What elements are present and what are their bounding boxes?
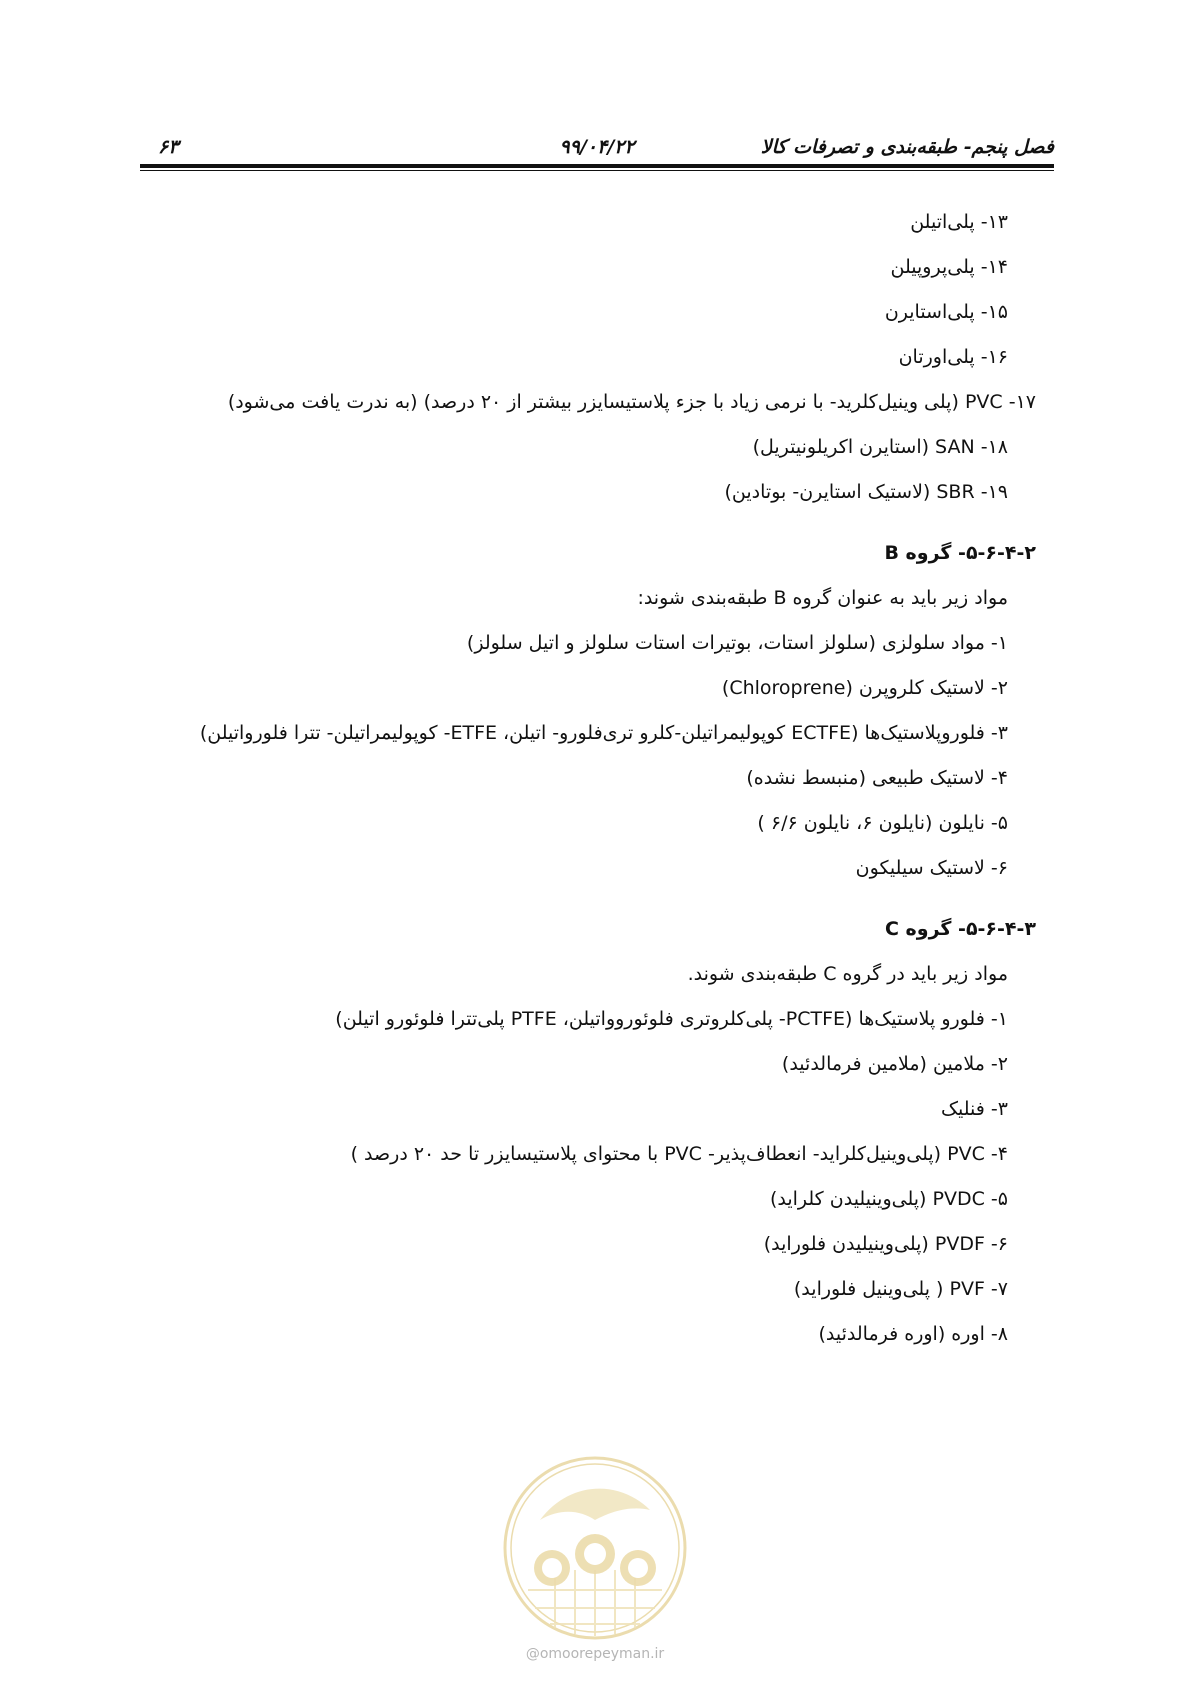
plastics-list-continued xyxy=(140,200,1036,515)
list-item: ۳- فلوروپلاستیک‌ها (ECTFE کوپولیمراتیلن-کلرو تری‌فلورو- اتیلن، ETFE- کوپولیمراتیلن- تترا فلورواتیلن) xyxy=(199,722,1008,744)
list-item: ۵- PVDC (پلی‌وینیلیدن کلراید) xyxy=(769,1188,1008,1210)
list-item: ۴- لاستیک طبیعی (منبسط نشده) xyxy=(746,767,1008,789)
list-item: ۸- اوره (اوره فرمالدئید) xyxy=(818,1323,1008,1345)
list-item: ۳- فنلیک xyxy=(941,1098,1008,1120)
section-heading-group-c: ۵-۶-۴-۳- گروه C xyxy=(884,918,1036,940)
list-item: ۱۹- SBR (لاستیک استایرن- بوتادین) xyxy=(724,481,1008,503)
watermark-logo xyxy=(500,1450,690,1670)
list-item: ۱- مواد سلولزی (سلولز استات، بوتیرات استات سلولز و اتیل سلولز) xyxy=(466,632,1008,654)
list-item: ۶- PVDF (پلی‌وینیلیدن فلوراید) xyxy=(763,1233,1008,1255)
logo-seal-icon xyxy=(500,1450,690,1646)
list-item: ۱۸- SAN (استایرن اکریلونیتریل) xyxy=(752,436,1008,458)
list-item: ۱۳- پلی‌اتیلن xyxy=(910,211,1008,233)
chapter-title: فصل پنجم- طبقه‌بندی و تصرفات کالا xyxy=(760,136,1054,158)
header-rule xyxy=(140,164,1054,168)
list-item: ۱- فلورو پلاستیک‌ها (PCTFE- پلی‌کلروتری فلوئوروواتیلن، PTFE پلی‌تترا فلوئورو اتیلن) xyxy=(335,1008,1008,1030)
list-item: ۲- لاستیک کلروپرن (Chloroprene) xyxy=(721,677,1008,699)
section-heading-group-b: ۵-۶-۴-۲- گروه B xyxy=(884,542,1036,564)
list-item: ۱۴- پلی‌پروپیلن xyxy=(890,256,1008,278)
section-intro-group-c: مواد زیر باید در گروه C طبقه‌بندی شوند. xyxy=(687,963,1008,985)
section-intro-group-b: مواد زیر باید به عنوان گروه B طبقه‌بندی شوند: xyxy=(637,587,1008,609)
list-item: ۱۵- پلی‌استایرن xyxy=(884,301,1008,323)
list-item: ۵- نایلون (نایلون ۶، نایلون ۶/۶ ) xyxy=(757,812,1008,834)
list-item: ۱۷- PVC (پلی وینیل‌کلرید- با نرمی زیاد با جزء پلاستیسایزر بیشتر از ۲۰ درصد) (به ندرت یافت می‌شود) xyxy=(227,391,1036,413)
page-header xyxy=(140,124,1054,172)
list-item: ۱۶- پلی‌اورتان xyxy=(898,346,1008,368)
header-date: ۹۹/۰۴/۲۲ xyxy=(559,136,635,158)
list-item: ۶- لاستیک سیلیکون xyxy=(855,857,1008,879)
list-item: ۴- PVC (پلی‌وینیل‌کلراید- انعطاف‌پذیر- PVC با محتوای پلاستیسایزر تا حد ۲۰ درصد ) xyxy=(350,1143,1008,1165)
group-c-list xyxy=(140,997,1036,1357)
page-body xyxy=(140,200,1036,1357)
header-rule-thin xyxy=(140,170,1054,171)
list-item: ۲- ملامین (ملامین فرمالدئید) xyxy=(781,1053,1008,1075)
group-b-list xyxy=(140,621,1036,891)
list-item: ۷- PVF ( پلی‌وینیل فلوراید) xyxy=(793,1278,1008,1300)
watermark-url: @omoorepeyman.ir xyxy=(525,1646,665,1662)
page-number: ۶۳ xyxy=(158,136,179,158)
